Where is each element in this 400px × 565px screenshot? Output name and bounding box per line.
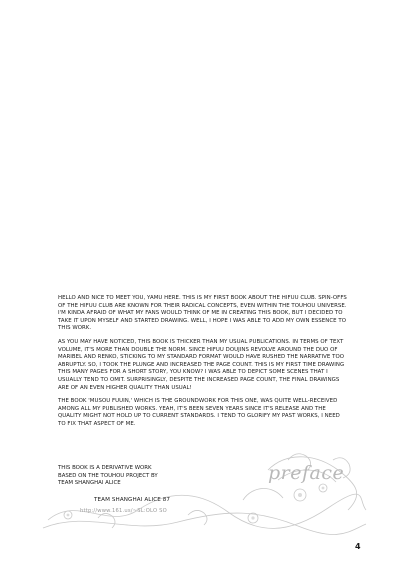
derivative-notice (58, 465, 228, 488)
derivative-line: BASED ON THE TOUHOU PROJECT BY (58, 472, 158, 479)
derivative-line: THIS BOOK IS A DERIVATIVE WORK (58, 465, 152, 471)
page-number: 4 (355, 542, 361, 551)
derivative-line: TEAM SHANGHAI ALICE (58, 480, 121, 487)
preface-body (58, 295, 348, 435)
watermark-url: http://www.161.us/~SL:OLO SO (80, 508, 167, 514)
preface-paragraph: AS YOU MAY HAVE NOTICED, THIS BOOK IS THICKER THAN MY USUAL PUBLICATIONS. IN TERMS OF TEXT VOLUME, IT'S MORE THAN DOUBLE THE NORM. SINCE HIFUU DOUJINS REVOLVE AROUND THE DUO OF MARIBEL AND RENKO, STICKING TO MY STANDARD FORMAT WOULD HAVE RUSHED THE NARRATIVE TOO ABRUPTLY. SO, I TOOK THE PLUNGE AND INCREASED THE PAGE COUNT. THIS IS MY FIRST TIME DRAWING THIS MANY PAGES FOR A SHORT STORY, YOU KNOW? I WAS ABLE TO DEPICT SOME SCENES THAT I USUALLY TEND TO OMIT. SURPRISINGLY, DESPITE THE INCREASED PAGE COUNT, THE FINAL DRAWINGS ARE OF AN EVEN HIGHER QUALITY THAN USUAL! (58, 338, 345, 391)
preface-paragraph: THE BOOK 'MUSOU FUUIN,' WHICH IS THE GROUNDWORK FOR THIS ONE, WAS QUITE WELL-RECEIVED AMONG ALL MY PUBLISHED WORKS. YEAH, IT'S BEEN SEVEN YEARS SINCE IT'S RELEASE AND THE QUALITY MIGHT NOT HOLD UP TO CURRENT STANDARDS. I TEND TO GLORIFY MY PAST WORKS, I NEED TO FIX THAT ASPECT OF ME. (58, 398, 340, 427)
team-credit: TEAM SHANGHAI ALICE 87 (94, 497, 171, 503)
preface-logo: preface (268, 462, 345, 484)
preface-paragraph: HELLO AND NICE TO MEET YOU, YAMU HERE. THIS IS MY FIRST BOOK ABOUT THE HIFUU CLUB. SPIN-OFFS OF THE HIFUU CLUB ARE KNOWN FOR THEIR RADICAL CONCEPTS, EVEN WITHIN THE TOUHOU UNIVERSE. I'M KINDA AFRAID OF WHAT MY FANS WOULD THINK OF ME IN CREATING THIS BOOK, BUT I DECIDED TO TAKE IT UPON MYSELF AND STARTED DRAWING. WELL, I HOPE I WAS ABLE TO ADD MY OWN ESSENCE TO THIS WORK. (58, 295, 347, 332)
